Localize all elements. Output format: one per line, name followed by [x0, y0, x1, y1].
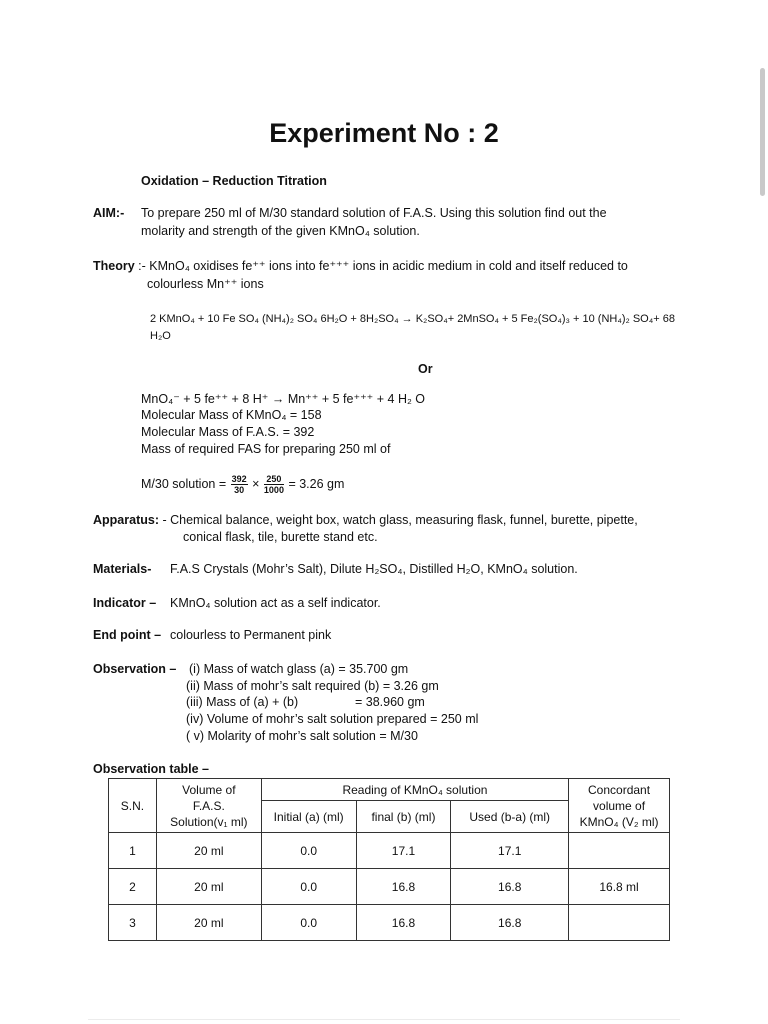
materials-label: Materials- — [93, 562, 152, 576]
page-title: Experiment No : 2 — [269, 118, 499, 148]
observation-item-1: (i) Mass of watch glass (a) = 35.700 gm — [189, 662, 409, 676]
mol-mass-kmno4: Molecular Mass of KMnO₄ = 158 — [141, 408, 322, 422]
or-label: Or — [418, 362, 433, 376]
table-row — [109, 869, 670, 905]
cell-used: 16.8 — [451, 869, 569, 905]
table-row — [109, 833, 670, 869]
cell-volume: 20 ml — [156, 833, 261, 869]
observation-item-2: (ii) Mass of mohr’s salt required (b) = 3.26 gm — [186, 679, 439, 693]
aim-line-1: To prepare 250 ml of M/30 standard solution of F.A.S. Using this solution find out the — [141, 206, 607, 220]
indicator-text: KMnO₄ solution act as a self indicator. — [170, 596, 381, 610]
observation-label: Observation – — [93, 662, 177, 676]
equation-line-2: H₂O — [150, 330, 171, 342]
header-initial: Initial (a) (ml) — [261, 801, 356, 833]
equation-line-1: 2 KMnO₄ + 10 Fe SO₄ (NH₄)₂ SO₄ 6H₂O + 8H₂SO₄ → K₂SO₄+ 2MnSO₄ + 5 Fe₂(SO₄)₃ + 10 (NH₄)₂ SO₄+ 68 — [150, 313, 675, 325]
table-row — [109, 905, 670, 941]
theory-line-2: colourless Mn⁺⁺ ions — [147, 277, 264, 291]
cell-volume: 20 ml — [156, 905, 261, 941]
cell-concordant — [569, 833, 670, 869]
observation-item-5: ( v) Molarity of mohr’s salt solution = M/30 — [186, 729, 418, 743]
header-volume: Volume of F.A.S. Solution(v₁ ml) — [156, 779, 261, 833]
cell-volume: 20 ml — [156, 869, 261, 905]
aim-line-2: molarity and strength of the given KMnO₄ solution. — [141, 224, 420, 238]
theory-text: :- KMnO₄ oxidises fe⁺⁺ ions into fe⁺⁺⁺ ions in acidic medium in cold and itself reduced to — [138, 259, 628, 273]
cell-concordant: 16.8 ml — [569, 869, 670, 905]
cell-final: 16.8 — [356, 869, 451, 905]
observation-item-3-value: = 38.960 gm — [355, 695, 425, 709]
observation-item-4: (iv) Volume of mohr’s salt solution prepared = 250 ml — [186, 712, 479, 726]
cell-initial: 0.0 — [261, 833, 356, 869]
apparatus-line-1: Apparatus: - Chemical balance, weight box, watch glass, measuring flask, funnel, burette, pipette, — [93, 513, 638, 527]
cell-initial: 0.0 — [261, 869, 356, 905]
end-point-text: colourless to Permanent pink — [170, 628, 332, 642]
mol-mass-fas: Molecular Mass of F.A.S. = 392 — [141, 425, 315, 439]
observation-table-label: Observation table – — [93, 762, 210, 776]
header-reading: Reading of KMnO₄ solution — [261, 779, 568, 801]
page-divider — [88, 1019, 680, 1020]
fraction-1: $\frac{392}{30}$ — [231, 474, 247, 496]
calculation-line — [141, 471, 344, 497]
times-sign: × — [252, 477, 260, 491]
apparatus-line-2: conical flask, tile, burette stand etc. — [183, 530, 378, 544]
theory-label: Theory — [93, 259, 135, 273]
indicator-label: Indicator – — [93, 596, 157, 610]
fraction-2: $\frac{250}{1000}$ — [263, 474, 284, 496]
theory-line-1 — [93, 258, 628, 275]
cell-initial: 0.0 — [261, 905, 356, 941]
cell-sn: 2 — [109, 869, 157, 905]
end-point-label: End point – — [93, 628, 162, 642]
observation-table — [108, 778, 670, 941]
apparatus-label: Apparatus: — [93, 513, 159, 527]
calc-label: M/30 solution = — [141, 477, 227, 491]
mass-required: Mass of required FAS for preparing 250 ml of — [141, 442, 391, 456]
subtitle: Oxidation – Reduction Titration — [141, 174, 327, 188]
header-used: Used (b-a) (ml) — [451, 801, 569, 833]
cell-final: 16.8 — [356, 905, 451, 941]
cell-sn: 3 — [109, 905, 157, 941]
cell-final: 17.1 — [356, 833, 451, 869]
cell-sn: 1 — [109, 833, 157, 869]
header-final: final (b) (ml) — [356, 801, 451, 833]
cell-concordant — [569, 905, 670, 941]
observation-item-3: (iii) Mass of (a) + (b) — [186, 695, 299, 709]
ionic-equation: MnO₄⁻ + 5 fe⁺⁺ + 8 H⁺ → Mn⁺⁺ + 5 fe⁺⁺⁺ + 4 H₂ O — [141, 392, 426, 406]
materials-text: F.A.S Crystals (Mohr’s Salt), Dilute H₂SO₄, Distilled H₂O, KMnO₄ solution. — [170, 562, 578, 576]
cell-used: 17.1 — [451, 833, 569, 869]
header-concordant: Concordant volume of KMnO₄ (V₂ ml) — [569, 779, 670, 833]
calc-result: = 3.26 gm — [288, 477, 345, 491]
cell-used: 16.8 — [451, 905, 569, 941]
aim-label: AIM:- — [93, 206, 125, 220]
table-header-row — [109, 779, 670, 801]
header-sn: S.N. — [109, 779, 157, 833]
